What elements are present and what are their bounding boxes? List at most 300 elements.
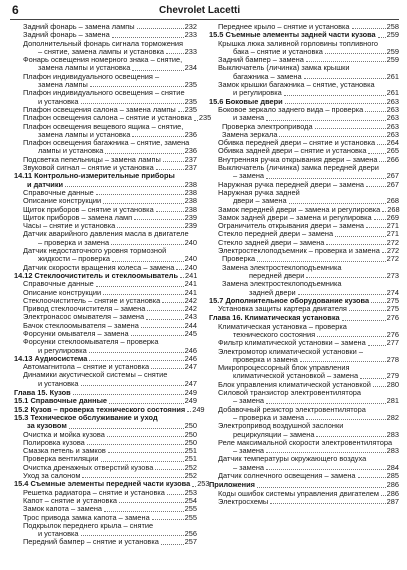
toc-leader-dots (266, 403, 386, 404)
toc-entry-title: Климатическая установка – проверка (218, 321, 347, 331)
toc-entry (209, 264, 399, 272)
toc-entry-title: 14.12 Стеклоочиститель и стеклоомыватель (14, 270, 179, 280)
toc-page-number: 265 (386, 146, 399, 156)
toc-entry-title: Описание конструкции (23, 287, 102, 297)
toc-entry-title: Добавочный резистор электровентилятора (218, 404, 366, 414)
toc-page-number: 281 (386, 396, 399, 406)
toc-entry-title: Установка защиты картера двигателя (218, 304, 347, 314)
toc-entry-title: Крышка люка заливной горловины топливного (218, 38, 378, 48)
toc-leader-dots (96, 286, 184, 287)
toc-entry-title: Микропроцессорный блок управления (218, 363, 350, 373)
toc-entry-title: Очистка дренажных отверстий кузова (23, 462, 154, 472)
toc-entry-title: Плафон освещения салона – замена лампы (23, 104, 176, 114)
toc-entry-title: 15.2 Кузов – проверка технического состояния (14, 404, 186, 414)
toc-entry-title: 15.7 Дополнительное оборудование кузова (209, 295, 370, 305)
toc-leader-dots (156, 169, 184, 170)
toc-page-number: 278 (386, 354, 399, 364)
toc-entry-title: Блок управления климатической установкой (218, 379, 371, 389)
toc-leader-dots (112, 261, 184, 262)
toc-entry-title: технического состояния (233, 329, 316, 339)
toc-page-number: 263 (386, 121, 399, 131)
toc-page-number: 263 (386, 129, 399, 139)
toc-leader-dots (90, 86, 184, 87)
toc-page-number: 272 (386, 254, 399, 264)
toc-page-number: 275 (386, 304, 399, 314)
toc-leader-dots (304, 78, 386, 79)
toc-page-number: 269 (386, 212, 399, 222)
toc-entry-title: 14.13 Аудиосистема (14, 353, 88, 363)
toc-page-number: 239 (184, 212, 197, 222)
toc-entry-title: Боковое зеркало заднего вида – проверка (218, 104, 364, 114)
toc-entry-title: Глава 16. Климатическая установка (209, 313, 340, 323)
toc-leader-dots (366, 227, 386, 228)
toc-page-number: 271 (386, 221, 399, 231)
toc-leader-dots (161, 544, 184, 545)
toc-page-number: 236 (184, 146, 197, 156)
toc-entry-title: проверка и замена (233, 354, 298, 364)
toc-entry-title: Справочные данные (23, 187, 94, 197)
toc-page-number: 258 (386, 22, 399, 31)
toc-entry-title: Датчик температуры окружающего воздуха (218, 454, 367, 464)
toc-entry-title: Плафон освещения салона – снятие и установка (23, 113, 192, 123)
toc-entry-title: Щиток приборов – замена ламп (23, 212, 133, 222)
toc-leader-dots (119, 502, 184, 503)
toc-leader-dots (279, 136, 385, 137)
toc-page-number: 284 (386, 462, 399, 472)
toc-page-number: 238 (184, 179, 197, 189)
toc-page-number: 236 (184, 129, 197, 139)
toc-page-number: 234 (184, 63, 197, 73)
toc-leader-dots (137, 28, 184, 29)
toc-page-number: 238 (184, 204, 197, 214)
toc-leader-dots (103, 294, 184, 295)
toc-page-number: 252 (184, 462, 197, 472)
toc-leader-dots (266, 178, 386, 179)
toc-leader-dots (134, 219, 184, 220)
toc-page-number: 255 (184, 504, 197, 514)
toc-leader-dots (371, 302, 386, 303)
toc-entry-title: Электростеклоподъемник – проверка и замена (218, 246, 380, 256)
toc-leader-dots (117, 227, 183, 228)
toc-page-number: 280 (386, 379, 399, 389)
toc-page-number: 276 (386, 313, 399, 323)
toc-entry-title: Датчик скорости вращения колеса – замена (23, 262, 175, 272)
toc-leader-dots (378, 37, 386, 38)
toc-entry-title: и установка (38, 529, 79, 539)
toc-page-number: 233 (184, 30, 197, 40)
toc-leader-dots (368, 153, 385, 154)
toc-entry-title: Фильтр климатической установки – замена (218, 338, 366, 348)
toc-entry-title: Плафон освещения вещевого ящика – снятие, (23, 121, 184, 131)
toc-leader-dots (146, 319, 184, 320)
toc-leader-dots (166, 53, 184, 54)
toc-entry-title: Реле максимальной скорости электровентилятора (218, 437, 393, 447)
toc-entry-title: Форсунки омывателя – замена (23, 328, 129, 338)
toc-entry-title: 15.5 Съемные элементы задней части кузова (209, 30, 376, 40)
toc-leader-dots (381, 495, 386, 496)
toc-page-number: 241 (184, 279, 197, 289)
toc-page-number: 274 (386, 287, 399, 297)
toc-entry-title: и датчики (27, 179, 64, 189)
toc-entry-title: Звуковой сигнал – снятие и установка (23, 163, 154, 173)
toc-entry-title: Плафон индивидуального освещения – (23, 71, 160, 81)
toc-leader-dots (105, 153, 183, 154)
toc-leader-dots (82, 477, 183, 478)
toc-leader-dots (147, 310, 183, 311)
toc-entry-title: Динамики акустической системы – снятие (23, 370, 168, 380)
toc-page-number: 253 (197, 479, 210, 489)
toc-entry-title: Внутренняя ручка открывания двери – замена (218, 154, 378, 164)
toc-page-number: 282 (386, 412, 399, 422)
toc-leader-dots (289, 203, 386, 204)
toc-entry-title: – замена (233, 446, 265, 456)
toc-entry-title: Плафон индивидуального освещения – снятие (23, 88, 185, 98)
toc-entry-title: – замена (233, 396, 265, 406)
toc-page-number: 263 (386, 113, 399, 123)
toc-entry-title: Глава 15. Кузов (14, 388, 71, 398)
toc-entry (209, 498, 399, 506)
toc-page-number: 252 (184, 471, 197, 481)
toc-leader-dots (374, 219, 386, 220)
toc-entry-title: Наружная ручка передней двери – замена (218, 179, 365, 189)
toc-page-number: 261 (386, 88, 399, 98)
toc-leader-dots (335, 236, 386, 237)
toc-page-number: 256 (184, 529, 197, 539)
toc-leader-dots (96, 194, 184, 195)
toc-entry-title: Приложения (209, 480, 255, 490)
toc-page-number: 267 (386, 171, 399, 181)
toc-entry-title: жидкости – проверка (38, 254, 111, 264)
toc-entry-title: Подсветка пепельницы – замена лампы (23, 154, 161, 164)
toc-entry-title: Обивка задней двери – снятие и установка (218, 146, 367, 156)
toc-leader-dots (132, 136, 183, 137)
toc-entry-title: замена лампы и установка (38, 63, 131, 73)
toc-entry-title: Очистка и мойка кузова (23, 429, 105, 439)
toc-entry (14, 380, 197, 388)
page-number: 6 (12, 3, 19, 17)
toc-leader-dots (187, 411, 191, 412)
toc-page-number: 237 (184, 163, 197, 173)
toc-entry-title: Задний фонарь – замена лампы (23, 22, 135, 31)
toc-page-number: 263 (386, 96, 399, 106)
toc-entry-title: замена лампы (38, 80, 88, 90)
toc-page-number: 259 (386, 30, 399, 40)
toc-page-number: 279 (386, 371, 399, 381)
toc-entry-title: Замена зеркала (222, 129, 278, 139)
toc-entry-title: Бачок стеклоомывателя – замена (23, 320, 139, 330)
toc-leader-dots (368, 345, 386, 346)
toc-page-number: 235 (184, 96, 197, 106)
toc-leader-dots (103, 203, 184, 204)
toc-leader-dots (167, 494, 184, 495)
toc-leader-dots (373, 386, 386, 387)
toc-entry-title: Привод стеклоочистителя – замена (23, 304, 146, 314)
toc-leader-dots (257, 261, 386, 262)
toc-leader-dots (257, 487, 386, 488)
toc-page-number: 285 (386, 471, 399, 481)
toc-page-number: 240 (184, 237, 197, 247)
toc-page-number: 250 (184, 437, 197, 447)
toc-leader-dots (111, 244, 184, 245)
toc-page-number: 253 (184, 487, 197, 497)
toc-page-number: 235 (198, 113, 212, 123)
toc-entry-title: Наружная ручка задней (218, 187, 300, 197)
toc-entry-title: Дополнительный фонарь сигнала торможения (23, 38, 184, 48)
toc-page-number: 235 (184, 80, 197, 90)
toc-page-number: 286 (386, 488, 399, 498)
toc-leader-dots (108, 452, 184, 453)
toc-entry-title: Ограничитель открывания двери – замена (218, 221, 365, 231)
toc-page-number: 242 (184, 304, 197, 314)
toc-entry-title: – замена (233, 171, 265, 181)
toc-entry-title: Описание конструкции (23, 196, 102, 206)
toc-entry-title: и установка (38, 96, 79, 106)
toc-entry-title: замена лампы и установка (38, 129, 131, 139)
toc-leader-dots (266, 120, 386, 121)
toc-entry-title: Силовой транзистор электровентилятора (218, 388, 362, 398)
toc-entry-title: Электропривод воздушной заслонки (218, 421, 344, 431)
toc-page-number: 242 (184, 295, 197, 305)
toc-entry-title: 14.11 Контрольно-измерительные приборы (14, 171, 175, 181)
toc-entry-title: Обивка передней двери – снятие и установка (218, 138, 376, 148)
toc-leader-dots (352, 28, 386, 29)
toc-leader-dots (306, 277, 385, 278)
toc-entry-title: Замок передней двери – замена и регулировка (218, 204, 381, 214)
header-rule (10, 19, 399, 20)
toc-entry-title: 15.3 Техническое обслуживание и уход (14, 412, 158, 422)
toc-entry-title: Передний бампер – снятие и установка (23, 537, 159, 547)
toc-leader-dots (326, 244, 385, 245)
toc-entry-title: Замена электростеклоподъемника (222, 279, 342, 289)
toc-leader-dots (349, 310, 386, 311)
toc-leader-dots (342, 320, 386, 321)
toc-leader-dots (317, 336, 386, 337)
toc-page-number: 249 (192, 404, 205, 414)
toc-page-number: 245 (184, 328, 197, 338)
toc-entry-title: Коды ошибок системы управления двигателем (218, 488, 379, 498)
toc-leader-dots (89, 360, 183, 361)
toc-page-number: 257 (184, 537, 197, 547)
toc-entry-title: 15.1 Справочные данные (14, 396, 108, 406)
toc-leader-dots (325, 53, 386, 54)
toc-page-number: 268 (386, 196, 399, 206)
toc-leader-dots (316, 436, 385, 437)
toc-entry-title: 15.6 Боковые двери (209, 96, 283, 106)
toc-leader-dots (192, 486, 196, 487)
toc-entry-title: Проверка вентиляции (23, 454, 99, 464)
toc-entry-title: – проверка и замена (38, 237, 110, 247)
toc-page-number: 233 (184, 46, 197, 56)
toc-leader-dots (266, 469, 386, 470)
toc-leader-dots (81, 535, 184, 536)
toc-page-number: 238 (184, 187, 197, 197)
toc-entry-title: Переднее крыло – снятие и установка (218, 22, 350, 31)
toc-leader-dots (315, 128, 386, 129)
toc-page-number: 287 (386, 496, 399, 506)
toc-left-column (14, 22, 212, 547)
toc-page-number: 240 (184, 262, 197, 272)
toc-leader-dots (300, 361, 386, 362)
toc-leader-dots (285, 103, 386, 104)
toc-leader-dots (131, 335, 184, 336)
toc-leader-dots (306, 419, 386, 420)
toc-leader-dots (81, 103, 184, 104)
toc-entry-title: – проверка и замена (233, 412, 305, 422)
toc-page-number: 277 (386, 338, 399, 348)
toc-entry-title: Смазка петель и замков (23, 446, 106, 456)
toc-page-number: 241 (185, 270, 198, 280)
toc-page-number: 275 (386, 295, 399, 305)
toc-page-number: 272 (386, 237, 399, 247)
book-title: Chevrolet Lacetti (159, 5, 241, 16)
toc-leader-dots (194, 120, 198, 121)
toc-entry-title: Фонарь освещения номерного знака – снятие, (23, 55, 183, 65)
toc-entry-title: багажника – замена (233, 71, 302, 81)
toc-leader-dots (141, 327, 184, 328)
toc-leader-dots (156, 211, 184, 212)
toc-leader-dots (284, 95, 386, 96)
toc-entry-title: Замок капота – замена (23, 504, 103, 514)
toc-leader-dots (180, 277, 184, 278)
toc-leader-dots (89, 352, 184, 353)
toc-leader-dots (112, 37, 184, 38)
toc-leader-dots (379, 161, 385, 162)
toc-entry-title: Плафон освещения багажника – снятие, замена (23, 138, 190, 148)
toc-entry-title: Электронасос омывателя – замена (23, 312, 145, 322)
toc-entry-title: Замок крышки багажника – снятие, установка (218, 80, 375, 90)
toc-page-number: 259 (386, 55, 399, 65)
toc-right-column (209, 23, 399, 506)
toc-page-number: 266 (386, 154, 399, 164)
toc-leader-dots (104, 511, 184, 512)
toc-leader-dots (81, 385, 184, 386)
toc-entry-title: Часы – снятие и установка (23, 221, 116, 231)
toc-entry-title: Щиток приборов – снятие и установка (23, 204, 154, 214)
toc-page-number: 247 (184, 378, 197, 388)
toc-entry (209, 472, 399, 480)
toc-page-number: 250 (184, 429, 197, 439)
toc-leader-dots (87, 444, 184, 445)
toc-entry-title: Замена электростеклоподъемника (222, 262, 342, 272)
toc-entry-title: – снятие, замена лампы и установка (38, 46, 165, 56)
toc-leader-dots (132, 70, 183, 71)
toc-page-number: 286 (386, 480, 399, 490)
toc-leader-dots (65, 186, 184, 187)
toc-leader-dots (101, 461, 184, 462)
toc-entry-title: климатической установкой – замена (233, 371, 359, 381)
toc-entry-title: лампы и установка (38, 146, 104, 156)
toc-page-number: 232 (184, 22, 197, 31)
toc-entry-title: Проверка электропривода (222, 121, 313, 131)
toc-page-number: 268 (387, 204, 400, 214)
toc-entry-title: Капот – снятие и установка (23, 495, 117, 505)
toc-page-number: 243 (184, 312, 197, 322)
toc-entry-title: – замена (233, 462, 265, 472)
toc-entry-title: Подкрылок переднего крыла – снятие (23, 520, 154, 530)
toc-page-number: 239 (184, 221, 197, 231)
toc-leader-dots (270, 503, 385, 504)
toc-entry-title: Датчик аварийного давления масла в двигателе (23, 229, 189, 239)
toc-page-number: 251 (184, 446, 197, 456)
toc-entry-title: и регулировка (38, 345, 87, 355)
toc-leader-dots (298, 294, 386, 295)
toc-entry-title: Выключатель (личинка) замка передней двери (218, 163, 379, 173)
toc-entry-title: Справочные данные (23, 279, 94, 289)
toc-leader-dots (109, 403, 184, 404)
toc-entry-title: задней двери (249, 287, 296, 297)
toc-entry (14, 538, 197, 546)
toc-leader-dots (382, 252, 386, 253)
toc-entry-title: Автомагнитола – снятие и установка (23, 362, 150, 372)
toc-page-number: 246 (184, 345, 197, 355)
toc-entry-title: и замена (233, 113, 265, 123)
toc-leader-dots (176, 269, 183, 270)
toc-page-number: 240 (184, 254, 197, 264)
toc-leader-dots (366, 186, 386, 187)
toc-page-number: 241 (184, 287, 197, 297)
toc-entry-title: двери – замена (233, 196, 287, 206)
toc-leader-dots (365, 111, 385, 112)
toc-entry-title: Уход за салоном (23, 471, 81, 481)
toc-entry (209, 280, 399, 288)
toc-page-number: 235 (184, 104, 197, 114)
toc-page-number: 267 (386, 179, 399, 189)
toc-entry-title: Электромотор климатической установки – (218, 346, 363, 356)
toc-entry-title: Стеклоочиститель – снятие и установка (23, 295, 161, 305)
toc-leader-dots (69, 428, 184, 429)
toc-leader-dots (382, 211, 386, 212)
toc-page-number: 283 (386, 446, 399, 456)
toc-entry-title: рециркуляции – замена (233, 429, 315, 439)
toc-entry-title: Полировка кузова (23, 437, 85, 447)
toc-page-number: 264 (386, 138, 399, 148)
toc-page-number: 273 (386, 270, 399, 280)
toc-entry-title: Датчик недостаточного уровня тормозной (23, 246, 167, 256)
toc-page-number: 246 (184, 353, 197, 363)
toc-leader-dots (152, 519, 184, 520)
toc-leader-dots (306, 61, 386, 62)
toc-page-number: 247 (184, 362, 197, 372)
toc-page-number: 272 (386, 246, 400, 256)
toc-entry-title: бака – снятие и установка (233, 46, 323, 56)
toc-entry-title: Замок задней двери – замена и регулировка (218, 212, 372, 222)
toc-entry-title: Проверка (222, 254, 256, 264)
toc-entry-title: Задний фонарь – замена (23, 30, 110, 40)
toc-entry-title: Электросхемы (218, 496, 269, 506)
toc-page-number: 263 (386, 104, 399, 114)
toc-entry-title: передней двери (249, 270, 305, 280)
toc-entry-title: Задний бампер – замена (218, 55, 304, 65)
toc-entry-title: 15.4 Съемные элементы передней части кузова (14, 479, 191, 489)
toc-page-number: 250 (184, 421, 197, 431)
toc-leader-dots (377, 144, 386, 145)
toc-entry-title: Стекло передней двери – замена (218, 229, 334, 239)
toc-page-number: 271 (386, 229, 399, 239)
toc-entry-title: и установка (38, 378, 79, 388)
toc-leader-dots (178, 111, 184, 112)
toc-leader-dots (163, 161, 184, 162)
toc-entry-title: Выключатель (личинка) замка крышки (218, 63, 350, 73)
toc-page-number: 249 (184, 388, 197, 398)
toc-leader-dots (155, 469, 183, 470)
toc-entry-title: Стекло задней двери – замена (218, 237, 325, 247)
toc-leader-dots (358, 477, 386, 478)
toc-page-number: 254 (184, 495, 197, 505)
toc-leader-dots (151, 368, 184, 369)
toc-page-number: 261 (386, 71, 399, 81)
toc-page-number: 249 (184, 396, 197, 406)
toc-page-number: 259 (386, 46, 399, 56)
